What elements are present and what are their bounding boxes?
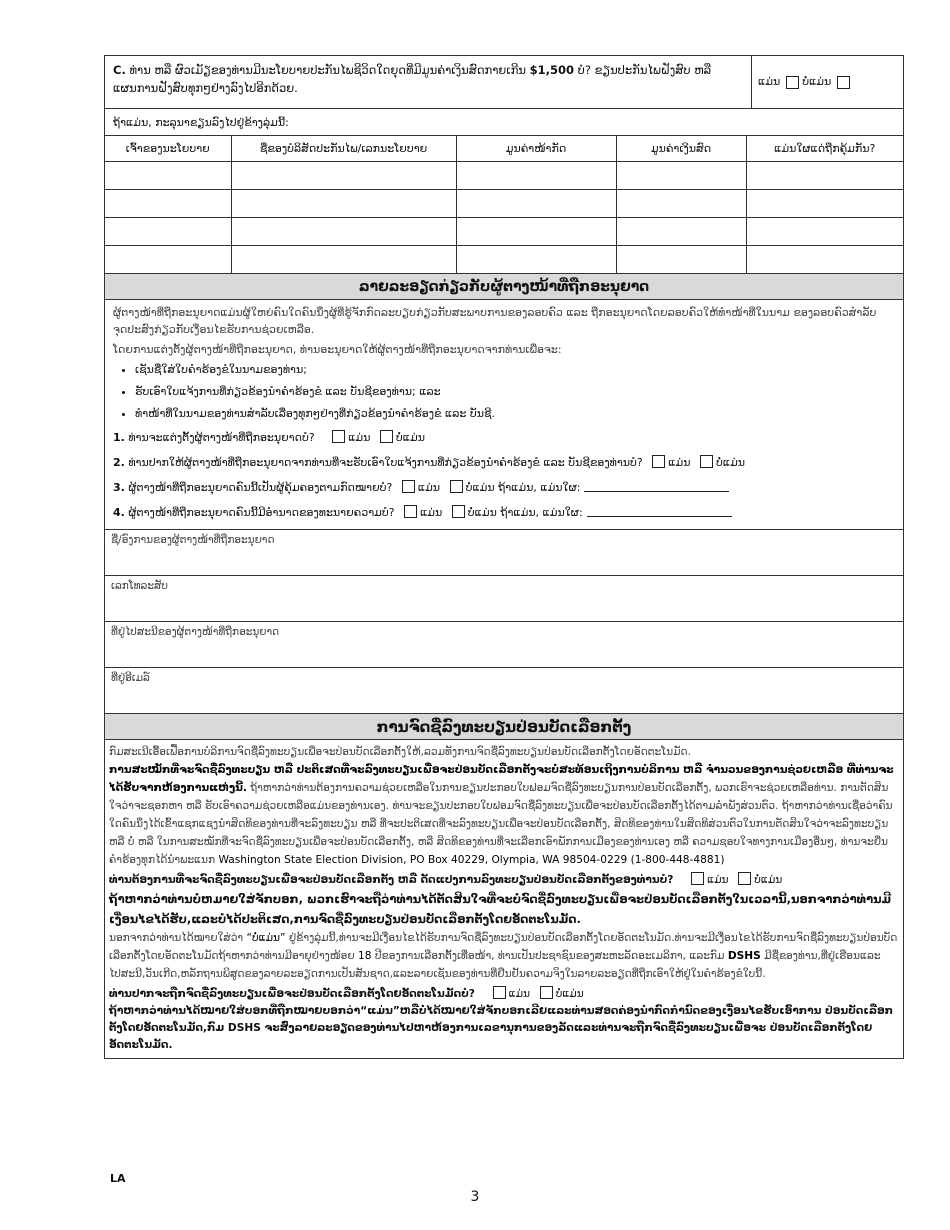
table-row — [105, 162, 903, 190]
rep-q3-no-checkbox[interactable] — [450, 480, 463, 493]
voter-section-heading: ການຈົດຊື່ລົງທະບຽນປ່ອນບັດເລືອກຕັ້ງ — [105, 714, 903, 740]
table-cell[interactable] — [456, 246, 616, 274]
rep-bullet-list — [113, 359, 895, 425]
rep-intro2: ໂດຍການແຕ່ງຕັ້ງຜູ້ຕາງໜ້າທີ່ຖືກອະນຸຍາດ, ທ່ານອະນຸຍາດໃຫ້ຜູ້ຕາງໜ້າທີ່ຖືກອະນຸຍາດຈາກທ່ານເພື່ອຈະ: — [113, 343, 562, 356]
rep-phone-label: ເລກໂທລະສັບ — [111, 580, 168, 592]
rep-q4-yes-label: ແມ່ນ — [420, 506, 443, 519]
section-c-instruction: ຖ້າແມ່ນ, ກະລຸນາຂຽນລົງໄປຢູ່ຂ້າງລຸ່ມນີ້: — [105, 109, 903, 136]
rep-section-heading: ລາຍລະອຽດກ່ຽວກັບຜູ້ຕາງໜ້າທີ່ຖືກອະນຸຍາດ — [105, 274, 903, 300]
voter-p4-c: ປີຂອງການເລືອກຕັ້ງເທື່ອໜ້າ, ທ່ານເປັນປະຊາຊົນຂອງສະຫະລັດອະເມລິກາ, ແລະກົມ — [374, 950, 725, 962]
rep-info-block — [105, 300, 903, 530]
voter-p5 — [109, 1003, 899, 1054]
section-c-yesno — [752, 56, 903, 108]
table-row — [105, 190, 903, 218]
table-cell[interactable] — [616, 218, 746, 246]
rep-q4-yes-checkbox[interactable] — [404, 505, 417, 518]
table-row — [105, 246, 903, 274]
voter-auto-yes-checkbox[interactable] — [493, 986, 506, 999]
voter-p2-bold: ການສະໝັກທີ່ຈະຈົດຊື່ລົງທະບຽນ ຫລື ປະຕິເສດທີ່ຈະລົງທະບຽນເພື່ອຈະປ່ອນບັດເລືອກຕັ້ງຈະບໍ່ສະທ້ອນເຖິງການບໍລິການ ຫລື ຈຳນວນຂອງການຊ່ວຍເຫລືອ ທີ່ທ່ານຈະໄດ້ຮັບຈາກຫ້ອງການແຫ່ງນີ້. — [109, 764, 894, 794]
rep-q4-no-label: ບໍ່ແມ່ນ — [467, 506, 497, 519]
rep-q1-text: ທ່ານຈະແຕ່ງຕັ້ງຜູ້ຕາງໜ້າທີ່ຖືກອະນຸຍາດບໍ? — [128, 431, 315, 444]
page-number: 3 — [470, 1189, 480, 1205]
voter-info-block — [105, 740, 903, 1058]
rep-q3-yes-label: ແມ່ນ — [417, 481, 441, 494]
table-cell[interactable] — [105, 246, 231, 274]
table-cell[interactable] — [746, 246, 903, 274]
section-c-question-row — [105, 56, 903, 109]
voter-auto-yes-label: ແມ່ນ — [508, 988, 530, 1000]
rep-q3-no-label: ບໍ່ແມ່ນ — [465, 481, 495, 494]
section-c-label: C. — [113, 63, 126, 77]
table-cell[interactable] — [105, 162, 231, 190]
col-cash-value: ມູນຄ່າເງິນສົດ — [616, 136, 746, 162]
rep-name-label: ຊື່/ອົງການຂອງຜູ້ຕາງໜ້າທີ່ຖືກອະນຸຍາດ — [111, 534, 275, 546]
voter-p4 — [109, 929, 899, 983]
voter-p4-age: 18 — [358, 950, 372, 962]
rep-q4 — [113, 500, 895, 525]
voter-p2 — [109, 761, 899, 869]
rep-q2-number: 2. — [113, 456, 125, 469]
voter-q-register — [109, 871, 899, 889]
voter-p2-rest: ຖ້າຫາກວ່າທ່ານຕ້ອງການຄວາມຊ່ວຍເຫລືອໃນການຂຽນປະກອບໃບຟອມຈົດຊື່ລົງທະບຽນການປ່ອນບັດເລືອກຕັ້ງ, ພວກເຮົາຈະຊ່ວຍເຫລືອທ່ານ. ການຕັດສິນໃຈວ່າຈະຊອກຫາ ຫລື ຮັບເອົາຄວາມຊ່ວຍເຫລືອແມ່ນຂອງທ່ານເອງ. ທ່ານຈະຂຽນປະກອບໃບຟອມຈົດຊື່ລົງທະບຽນເພື່ອຈະປ່ອນບັດເລືອກຕັ້ງໄດ້ຕາມລຳພັງສ່ວນຕົວ. ຖ້າຫາກວ່າທ່ານເຊື່ອວ່າຄົນໃດຄົນນຶ່ງໄດ້ເຂົ້າແຊກແຊງນຳສິດທິຂອງທ່ານທີ່ຈະລົງທະບຽນ ຫລື ທີ່ຈະປະຕິເສດທີ່ຈະລົງທະບຽນເພື່ອຈະປ່ອນບັດເລືອກຕັ້ງ, ສິດທິຂອງທ່ານໃນສິດທິສ່ວນຕົວໃນການຕັດສິນໃຈວ່າຈະລົງທະບຽນ ຫລື ບໍ່ ຫລື ໃນການສະໝັກທີ່ຈະຈົດຊື່ລົງທະບຽນເພື່ອຈະປ່ອນບັດເລືອກຕັ້ງ, ຫລື ສິດທິຂອງທ່ານທີ່ຈະເລືອກເອົາພັກການເມືອງຂອງທ່ານເອງ ຫລື ຄວາມຊອບໃຈທາງການເມືອງອື່ນໆ, ທ່ານຈະຍື່ນຄຳຮ້ອງທຸກໄດ້ນຳພະແນກ — [109, 782, 893, 866]
section-c-yes-label: ແມ່ນ — [758, 75, 781, 88]
section-c-yes-checkbox[interactable] — [786, 76, 799, 89]
voter-p4-dshs: DSHS — [727, 950, 761, 962]
col-company-policy-number: ຊື່ຂອງບໍລິສັດປະກັນໄພ/ເລກນະໂຍບາຍ — [231, 136, 456, 162]
rep-address-label: ທີ່ຢູ່ໄປສະນີຂອງຜູ້ຕາງໜ້າທີ່ຖືກອະນຸຍາດ — [111, 626, 280, 638]
voter-auto-no-label: ບໍ່ແມ່ນ — [555, 988, 584, 1000]
table-cell[interactable] — [105, 218, 231, 246]
rep-q3-yes-checkbox[interactable] — [402, 480, 415, 493]
section-c-question — [105, 56, 752, 108]
rep-name-field[interactable] — [105, 530, 903, 576]
rep-phone-field[interactable] — [105, 576, 903, 622]
table-cell[interactable] — [105, 190, 231, 218]
rep-q4-if-yes: ຖ້າແມ່ນ, ແມ່ນໃຜ: — [500, 506, 583, 519]
insurance-table — [105, 136, 903, 274]
rep-q2-yes-checkbox[interactable] — [652, 455, 665, 468]
rep-q1-no-checkbox[interactable] — [380, 430, 393, 443]
rep-q3-if-yes: ຖ້າແມ່ນ, ແມ່ນໃຜ: — [498, 481, 581, 494]
language-code: LA — [110, 1172, 126, 1185]
voter-p4-b: ຢູ່ຂ້າງລຸ່ມນີ້,ທ່ານຈະມີເງື່ອນໄຂໄດ້ຮັບການຈົດຊື່ລົງທະບຽນປ່ອນບັດເລືອກຕັ້ງໂດຍອັດຕະໂນມັດ.ທ່ານຈະມີເງື່ອນໄຂໄດ້ຮັບການຈົດຊື່ລົງທະບຽນປ່ອນບັດເລືອກຕັ້ງໂດຍອັດຕະໂນມັດຖ້າຫາກວ່າທ່ານມີອາຍຸຢ່າງໜ້ອຍ — [109, 932, 898, 962]
rep-address-field[interactable] — [105, 622, 903, 668]
rep-bullet: • ທຳໜ້າທີ່ໃນນາມຂອງທ່ານສຳລັບເລື່ອງທຸກໆຢ່າງທີ່ກ່ຽວຂ້ອງນຳຄຳຮ້ອງຂໍ ແລະ ບັນຊີ. — [135, 403, 895, 425]
table-cell[interactable] — [231, 246, 456, 274]
voter-p5-a: ຖ້າຫາກວ່າທ່ານໄດ້ໝາຍໃສ່ບອກທີ່ຖືກໝາຍບອກວ່າ“ແມ່ນ”ຫລືບໍ່ໄດ້ໝາຍໃສ່ຈັກບອກເລີຍແລະທ່ານສອດຄ່ອງນຳກົດກຳນົດຂອງເງື່ອນໄຂຮັບເອົາການ ປ່ອນບັດເລືອກຕັ້ງໂດຍອັດຕະໂນມັດ,ກົມ — [109, 1005, 893, 1034]
voter-register-yes-label: ແມ່ນ — [707, 874, 729, 886]
rep-bullet: • ຮັບເອົາໃບແຈ້ງການທີ່ກ່ຽວຂ້ອງນຳຄຳຮ້ອງຂໍ ແລະ ບັນຊີຂອງທ່ານ; ແລະ — [135, 381, 895, 403]
rep-q1 — [113, 425, 895, 450]
rep-q2-no-checkbox[interactable] — [700, 455, 713, 468]
voter-p3: ຖ້າຫາກວ່າທ່ານບໍ່ຫມາຍໃສ່ຈັກບອກ, ພວກເຮົາຈະຖືວ່າທ່ານໄດ້ຕັດສິນໃຈທີ່ຈະບໍ່ຈົດຊື່ລົງທະບຽນເພື່ອຈະປ່ອນບັດເລືອກຕັ້ງໃນເວລານີ້,ນອກຈາກວ່າທ່ານມີເງື່ອນໄຂໄດ້ຮັບ,ແລະບໍ່ໄດ້ປະຕິເສດ,ການຈົດຊື່ລົງທະບຽນປ່ອນບັດເລືອກຕັ້ງໂດຍອັດຕະໂນມັດ. — [109, 892, 892, 926]
rep-q2-text: ທ່ານປາກໃຫ້ຜູ້ຕາງໜ້າທີ່ຖືກອະນຸຍາດຈາກທ່ານທີ່ຈະຮັບເອົາໃບແຈ້ງການທີ່ກ່ຽວຂ້ອງນຳຄຳຮ້ອງຂໍ ແລະ ບັນຊີຂອງທ່ານບໍ? — [128, 456, 643, 469]
voter-p4-a: ນອກຈາກວ່າທ່ານໄດ້ໝາຍໃສ່ວ່າ — [109, 932, 244, 944]
rep-q4-no-checkbox[interactable] — [452, 505, 465, 518]
table-row — [105, 218, 903, 246]
rep-q1-no-label: ບໍ່ແມ່ນ — [395, 431, 425, 444]
table-cell[interactable] — [231, 190, 456, 218]
voter-auto-no-checkbox[interactable] — [540, 986, 553, 999]
voter-q-auto — [109, 985, 899, 1003]
table-cell[interactable] — [616, 162, 746, 190]
form-page — [104, 55, 904, 1059]
rep-q3 — [113, 475, 895, 500]
voter-register-no-label: ບໍ່ແມ່ນ — [754, 874, 783, 886]
table-cell[interactable] — [456, 218, 616, 246]
rep-q1-number: 1. — [113, 431, 125, 444]
rep-q2-no-label: ບໍ່ແມ່ນ — [715, 456, 746, 469]
section-c-question-part2: ບໍ? ຂຽນປະກັນໄພຝັງສົບ ຫລື ແຜນການຝັງສົບທຸກໆຢ່າງລົງໄປອີກດ້ວຍ. — [113, 63, 712, 95]
rep-bullet: • ເຊັນຊື່ໃສ່ໃບຄຳຮ້ອງຂໍໃນນາມຂອງທ່ານ; — [135, 359, 895, 381]
section-c-amount: $1,500 — [529, 63, 574, 77]
voter-register-yes-checkbox[interactable] — [691, 872, 704, 885]
table-cell[interactable] — [456, 162, 616, 190]
voter-p5-b: ຈະສົ່ງລາຍລະອຽດຂອງທ່ານໄປຫາຫ້ອງການເລຂານຸການຂອງລັດແລະທ່ານຈະຖືກຈົດຊື່ລົງທະບຽນເພື່ອຈະ ປ່ອນບັດເລືອກຕັ້ງໂດຍອັດຕະໂນມັດ. — [109, 1022, 873, 1051]
rep-email-field[interactable] — [105, 668, 903, 714]
col-policy-owner: ເຈົ້າຂອງນະໂຍບາຍ — [105, 136, 231, 162]
table-cell[interactable] — [746, 218, 903, 246]
voter-p4-d: ມີຊື່ຂອງທ່ານ,ທີ່ຢູ່ເຮືອນແລະໄປສະນີ,ວັນເກີດ,ຫລັກຖານພິສູດຂອງລາຍລະອຽດການເປັນສັນຊາດ,ແລະລາຍເຊັນຂອງທ່ານທີ່ຢືນຢັນຄວາມຈິງໃນລາຍລະອຽດທີ່ຖືກເອົາໃຫ້ຢູ່ໃນຄຳຮ້ອງຂໍໃບນີ້. — [109, 950, 881, 980]
section-c-box — [104, 55, 904, 1059]
insurance-table-header — [105, 136, 903, 162]
table-cell[interactable] — [456, 190, 616, 218]
rep-email-label: ທີ່ຢູ່ອີເມລ໌ — [111, 672, 150, 684]
voter-q-auto-text: ທ່ານປາກຈະຖືກຈົດຊື່ລົງທະບຽນເພື່ອຈະປ່ອນບັດເລືອກຕັ້ງໂດຍອັດຕະໂນມັດບໍ? — [109, 988, 475, 1000]
rep-q1-yes-checkbox[interactable] — [332, 430, 345, 443]
rep-q4-number: 4. — [113, 506, 125, 519]
voter-q-register-text: ທ່ານຕ້ອງການທີ່ຈະຈົດຊື່ລົງທະບຽນເພື່ອຈະປ່ອນບັດເລືອກຕັ້ງ ຫລື ດັດແປງການລົງທະບຽນປ່ອນບັດເລືອກຕັ້ງຂອງທ່ານບໍ? — [109, 874, 674, 886]
col-face-value: ມູນຄ່າໜ້າກັດ — [456, 136, 616, 162]
voter-p1: ກົມສະເນີເອື້ອເຟື້ອການບໍລິການຈົດຊື່ລົງທະບຽນເພື່ອຈະປ່ອນບັດເລືອກຕັ້ງໃຫ້,ລວມທັງການຈົດຊື່ລົງທະບຽນປ່ອນບັດເລືອກຕັ້ງໂດຍອັດຕະໂນມັດ. — [109, 746, 691, 758]
rep-q2 — [113, 450, 895, 475]
table-cell[interactable] — [616, 246, 746, 274]
voter-register-no-checkbox[interactable] — [738, 872, 751, 885]
election-division-address: Washington State Election Division, PO Box 40229, Olympia, WA 98504-0229 (1-800-448-4881) — [218, 854, 725, 866]
voter-p5-dshs: DSHS — [227, 1022, 261, 1034]
voter-p4-quote: “ບໍ່ແມ່ນ” — [246, 932, 286, 944]
section-c-no-checkbox[interactable] — [837, 76, 850, 89]
rep-q3-text: ຜູ້ຕາງໜ້າທີ່ຖືກອະນຸຍາດຄົນນີ້ເປັນຜູ້ຄຸ້ມຄອງຕາມກົດໝາຍບໍ? — [128, 481, 393, 494]
rep-intro1: ຜູ້ຕາງໜ້າທີ່ຖືກອະນຸຍາດແມ່ນຜູ້ໃຫຍ່ຄົນໃດຄົນນຶ່ງຜູ້ທີ່ຮູ້ຈັກກົດລະບຽບກ່ຽວກັບສະພາບການຂອງລອບຄົວ ແລະ ຖືກອະນຸຍາດໂດຍລອບຄົວໃຫ້ທຳໜ້າທີ່ໃນນາມ ຂອງລອບຄົວສຳລັບຈຸດປະສົງກ່ຽວກັບເງື່ອນໄຂຮັບການຊ່ວຍເຫລືອ. — [113, 306, 877, 336]
table-cell[interactable] — [616, 190, 746, 218]
section-c-question-part1: ທ່ານ ຫລື ຜົວເມັຽຂອງທ່ານມີນະໂຍບາຍປະກັນໄພຊີວິດໃດຍຸດທີ່ມີມູນຄ່າເງິນສົດກາຍເກີນ — [129, 63, 526, 77]
rep-q1-yes-label: ແມ່ນ — [348, 431, 371, 444]
rep-q3-who-field[interactable] — [584, 479, 729, 492]
table-cell[interactable] — [746, 190, 903, 218]
rep-q2-yes-label: ແມ່ນ — [668, 456, 691, 469]
col-insured: ແມ່ນໃຜແດ່ຖືກຄຸ້ມກັນ? — [746, 136, 903, 162]
table-cell[interactable] — [231, 162, 456, 190]
table-cell[interactable] — [231, 218, 456, 246]
table-cell[interactable] — [746, 162, 903, 190]
rep-q4-who-field[interactable] — [587, 504, 732, 517]
rep-q4-text: ຜູ້ຕາງໜ້າທີ່ຖືກອະນຸຍາດຄົນນີ້ມີອຳນາດຂອງທະນາຍຄວາມບໍ? — [128, 506, 395, 519]
section-c-no-label: ບໍ່ແມ່ນ — [802, 75, 832, 88]
rep-q3-number: 3. — [113, 481, 125, 494]
